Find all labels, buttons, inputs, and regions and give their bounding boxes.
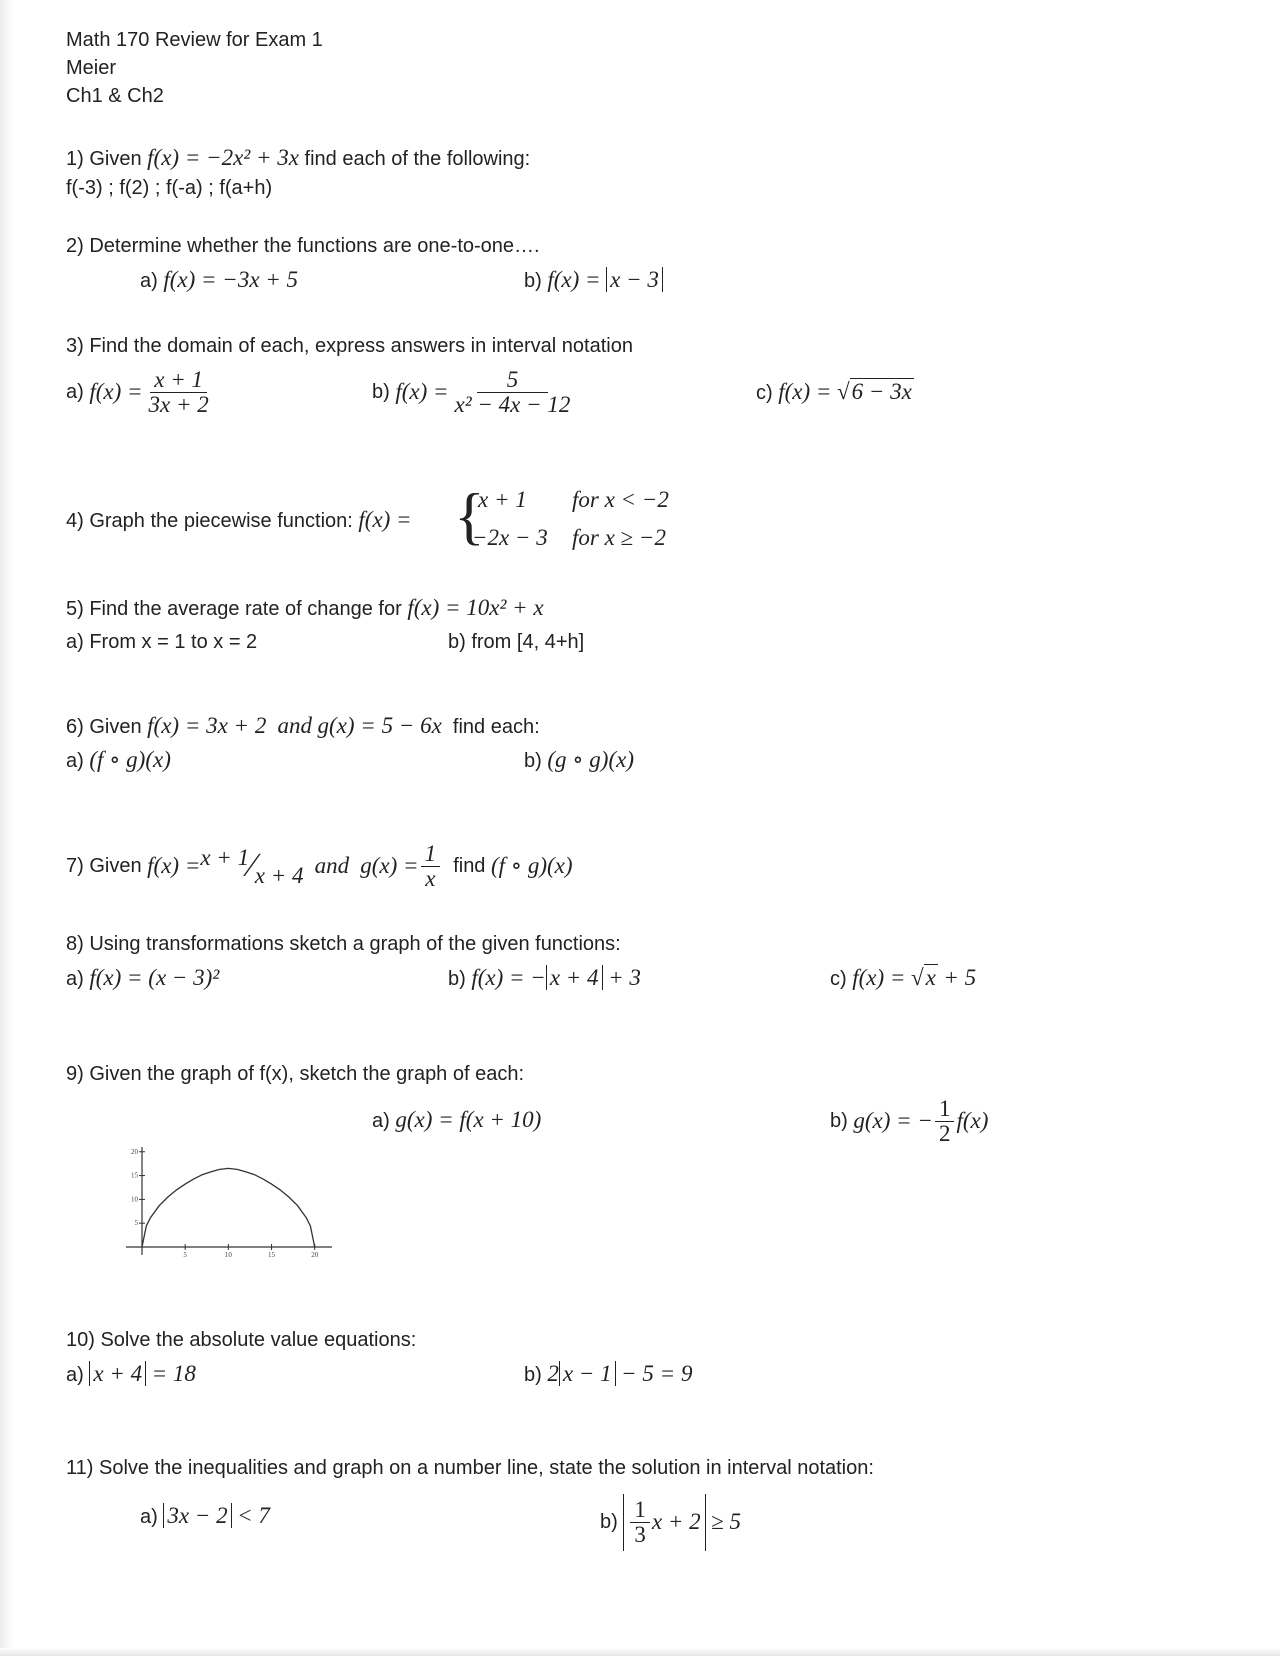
scan-bottom-edge — [0, 1648, 1280, 1656]
q9-part-b — [830, 1094, 988, 1148]
q10-a-abs: x + 4 — [89, 1361, 146, 1386]
q6-b-expr: (g ∘ g)(x) — [547, 747, 634, 772]
q9-b-tail: f(x) — [956, 1108, 989, 1133]
q11-a-abs: 3x − 2 — [163, 1503, 231, 1528]
x-tick-label-15: 15 — [268, 1251, 276, 1259]
q8-a-label: a) — [66, 968, 84, 990]
q8-a-expr: f(x) = (x − 3)² — [89, 965, 220, 990]
fx-graph — [120, 1135, 340, 1265]
q3-c-lhs: f(x) = — [778, 379, 832, 404]
q3-prompt: 3) Find the domain of each, express answers in interval notation — [66, 335, 633, 357]
q3-a-numerator: x + 1 — [150, 368, 207, 393]
q3-b-denominator: x² − 4x − 12 — [454, 391, 571, 417]
chapter-range: Ch1 & Ch2 — [66, 85, 164, 107]
q4-piece2-cond: for x ≥ −2 — [572, 525, 666, 550]
q2-a-label: a) — [140, 270, 158, 292]
q3-b-fraction — [451, 368, 575, 417]
q3-a-fraction — [145, 368, 213, 417]
q2-a-expr: f(x) = −3x + 5 — [163, 267, 299, 292]
q2-b-label: b) — [524, 270, 542, 292]
left-brace-icon: { — [454, 480, 485, 551]
q8-b-label: b) — [448, 968, 466, 990]
q7-instruction: find — [453, 855, 486, 877]
y-tick-label-5: 5 — [134, 1219, 138, 1228]
q10-b-abs: x − 1 — [559, 1361, 616, 1386]
q8-c-radicand: x — [925, 965, 936, 990]
q8-part-c — [830, 966, 976, 991]
q5-part-a: a) From x = 1 to x = 2 — [66, 631, 258, 653]
q3-c-radicand: 6 − 3x — [851, 379, 912, 404]
q6-a-label: a) — [66, 750, 84, 772]
q8-c-tail: + 5 — [943, 965, 977, 990]
q10-b-head: 2 — [547, 1361, 559, 1386]
q10-part-b — [524, 1362, 692, 1387]
q5-part-b: b) from [4, 4+h] — [448, 631, 585, 653]
q9-b-label: b) — [830, 1110, 848, 1132]
q8-c-lhs: f(x) = — [852, 965, 906, 990]
q10-b-label: b) — [524, 1364, 542, 1386]
q9-b-denominator: 2 — [938, 1120, 951, 1146]
scan-left-edge — [0, 0, 14, 1656]
q2-b-abs: x − 3 — [606, 267, 663, 292]
q7-g-lhs: g(x) = — [360, 853, 419, 878]
q5-function: f(x) = 10x² + x — [407, 595, 544, 620]
q6-prompt: 6) Given — [66, 716, 142, 738]
q1-values: f(-3) ; f(2) ; f(-a) ; f(a+h) — [66, 177, 273, 199]
q3-c-label: c) — [756, 382, 773, 404]
q8-prompt: 8) Using transformations sketch a graph of the given functions: — [66, 933, 621, 955]
q4-piece1-expr: x + 1 — [478, 487, 527, 512]
q3-part-c — [756, 380, 914, 405]
slash-icon: ∕ — [249, 847, 255, 884]
q11-b-label: b) — [600, 1511, 618, 1533]
q7-g-denominator: x — [425, 865, 436, 891]
q7-f-lhs: f(x) = — [147, 853, 201, 878]
q3-a-label: a) — [66, 381, 84, 403]
q6-part-b — [524, 748, 634, 773]
q2-b-lhs: f(x) = — [547, 267, 601, 292]
q11-a-label: a) — [140, 1506, 158, 1528]
y-tick-label-10: 10 — [131, 1195, 138, 1204]
q11-b-numerator: 1 — [630, 1498, 650, 1523]
q3-b-numerator: 5 — [477, 368, 549, 393]
q3-part-b — [372, 364, 576, 420]
sqrt-icon: √ — [910, 965, 924, 990]
q10-part-a — [66, 1362, 196, 1387]
q8-part-a — [66, 966, 219, 991]
q6-line — [66, 714, 540, 739]
y-tick-label-15: 15 — [131, 1171, 138, 1180]
q4-piece2-expr: −2x − 3 — [472, 525, 548, 550]
q11-prompt: 11) Solve the inequalities and graph on a number line, state the solution in interval notation: — [66, 1457, 874, 1479]
x-tick-label-10: 10 — [224, 1251, 232, 1259]
q10-prompt: 10) Solve the absolute value equations: — [66, 1329, 417, 1351]
q11-a-tail: < 7 — [237, 1503, 270, 1528]
q6-g: g(x) = 5 − 6x — [317, 713, 442, 738]
q8-b-lhs: f(x) = − — [471, 965, 546, 990]
course-title: Math 170 Review for Exam 1 — [66, 29, 323, 51]
q11-b-tail: ≥ 5 — [711, 1509, 742, 1534]
q7-target: (f ∘ g)(x) — [491, 853, 573, 878]
q3-part-a — [66, 364, 215, 420]
q8-b-tail: + 3 — [608, 965, 641, 990]
sqrt-icon: √ — [836, 379, 850, 404]
q7-and: and — [314, 853, 350, 878]
q7-f-denominator: x + 4 — [254, 863, 304, 888]
q9-part-a — [372, 1108, 541, 1133]
q4-piece1-cond: for x < −2 — [572, 487, 669, 512]
instructor-name: Meier — [66, 57, 117, 79]
q6-b-label: b) — [524, 750, 542, 772]
q1-prompt: 1) Given — [66, 148, 142, 170]
q6-f: f(x) = 3x + 2 — [147, 713, 267, 738]
q9-b-lhs: g(x) = − — [853, 1108, 933, 1133]
q11-part-b — [600, 1494, 741, 1550]
q10-a-tail: = 18 — [151, 1361, 196, 1386]
q2-part-a — [140, 268, 298, 293]
q10-b-tail: − 5 = 9 — [621, 1361, 693, 1386]
q4-line — [66, 508, 412, 533]
q7-prompt: 7) Given — [66, 855, 142, 877]
q9-b-fraction — [935, 1097, 955, 1146]
q1-line — [66, 146, 530, 171]
q6-part-a — [66, 748, 171, 773]
q3-a-denominator: 3x + 2 — [148, 391, 209, 417]
q11-b-abs — [623, 1494, 705, 1551]
q8-c-label: c) — [830, 968, 847, 990]
q3-b-label: b) — [372, 381, 390, 403]
axis-ticks — [131, 1148, 319, 1259]
q9-a-expr: g(x) = f(x + 10) — [395, 1107, 542, 1132]
fx-curve — [142, 1168, 315, 1247]
q11-part-a — [140, 1504, 270, 1529]
q9-a-label: a) — [372, 1110, 390, 1132]
q11-b-fraction — [630, 1498, 650, 1547]
q9-prompt: 9) Given the graph of f(x), sketch the graph of each: — [66, 1063, 525, 1085]
q7-g-fraction — [421, 842, 441, 891]
x-tick-label-20: 20 — [311, 1251, 319, 1259]
q5-line — [66, 596, 544, 621]
q3-a-lhs: f(x) = — [89, 379, 143, 404]
q3-b-lhs: f(x) = — [395, 379, 449, 404]
q5-prompt: 5) Find the average rate of change for — [66, 598, 402, 620]
q7-line — [66, 838, 573, 894]
q2-prompt: 2) Determine whether the functions are one-to-one…. — [66, 235, 540, 257]
q11-b-denominator: 3 — [634, 1521, 646, 1547]
q1-instruction: find each of the following: — [304, 148, 531, 170]
x-tick-label-5: 5 — [183, 1251, 187, 1259]
q9-b-numerator: 1 — [935, 1097, 955, 1122]
q10-a-label: a) — [66, 1364, 84, 1386]
q6-and: and — [277, 713, 312, 738]
q11-b-abs-tail: x + 2 — [651, 1509, 701, 1534]
q6-instruction: find each: — [452, 716, 540, 738]
q8-part-b — [448, 966, 641, 991]
q6-a-expr: (f ∘ g)(x) — [89, 747, 171, 772]
q7-g-numerator: 1 — [421, 842, 441, 867]
q4-lhs: f(x) = — [358, 507, 412, 532]
q7-f-numerator: x + 1 — [200, 845, 250, 870]
q8-b-abs: x + 4 — [546, 965, 603, 990]
q2-part-b — [524, 268, 663, 293]
y-tick-label-20: 20 — [131, 1147, 138, 1156]
q1-function: f(x) = −2x² + 3x — [147, 145, 299, 170]
q4-prompt: 4) Graph the piecewise function: — [66, 510, 353, 532]
